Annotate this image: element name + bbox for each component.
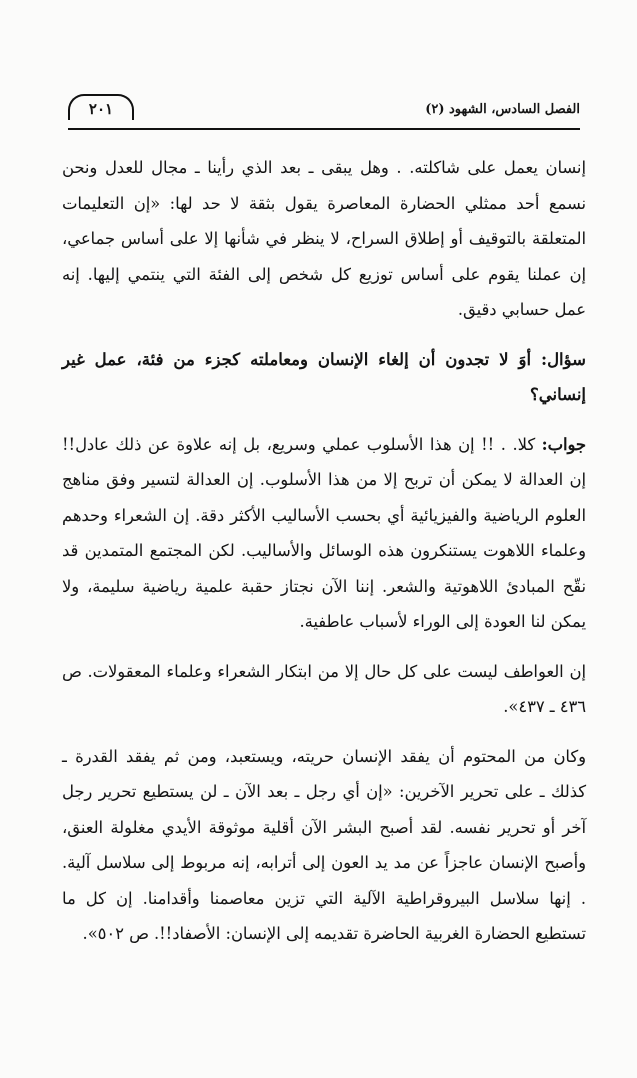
paragraph-emotions: إن العواطف ليست على كل حال إلا من ابتكار الشعراء وعلماء المعقولات. ص ٤٣٦ ـ ٤٣٧». xyxy=(62,661,586,716)
paragraph-closing: وكان من المحتوم أن يفقد الإنسان حريته، ويستعبد، ومن ثم يفقد القدرة ـ كذلك ـ على تحرير الآخرين: «إن أي رجل ـ بعد الآن ـ لن يستطيع تحرير رجل آخر أو تحرير نفسه. لقد أصبح البشر الآن أقلية موثوقة الأيدي مغلولة العنق، وأصبح الإنسان عاجزاً عن مد يد العون إلى أترابه، إنه مربوط إلى سلاسل آلية. . إنها سلاسل البيروقراطية الآلية التي تزين معاصمنا وأقدامنا. إن كل ما تستطيع الحضارة الغربية الحاضرة تقديمه إلى الإنسان: الأصفاد!!. ص ٥٠٢». xyxy=(62,746,586,943)
paragraph-opening: إنسان يعمل على شاكلته. . وهل يبقى ـ بعد الذي رأينا ـ مجال للعدل ونحن نسمع أحد ممثلي الحضارة المعاصرة يقول بثقة لا حد لها: «إن التعليمات المتعلقة بالتوقيف أو إطلاق السراح، لا ينظر في شأنها إلا على أساس جماعي، إن عملنا يقوم على أساس توزيع كل شخص إلى الفئة التي ينتمي إليها. إنه عمل حسابي دقيق. xyxy=(62,158,586,319)
running-title: الفصل السادس، الشهود (٢) xyxy=(425,102,580,117)
page-body xyxy=(62,150,586,952)
answer-text: كلا. . !! إن هذا الأسلوب عملي وسريع، بل إنه علاوة عن ذلك عادل!! إن العدالة لا يمكن أن تربح إلا من هذا الأسلوب. إن العدالة لتسير وفق مناهج العلوم الرياضية والفيزيائية أي بحسب الأساليب الأكثر دقة. إن الشعراء وحدهم وعلماء اللاهوت يستنكرون هذه الوسائل والأساليب. لكن المجتمع المتمدين قد نقّح المبادئ اللاهوتية والشعر. إننا الآن نجتاز حقبة علمية رياضية سليمة، ولا يمكن لنا العودة إلى الوراء لأسباب عاطفية. xyxy=(62,434,586,631)
answer-label: جواب: xyxy=(541,434,586,454)
page-number: ٢٠١ xyxy=(68,94,134,120)
page-header xyxy=(68,94,580,130)
answer-paragraph xyxy=(62,427,586,640)
question-paragraph: سؤال: أوَ لا تجدون أن إلغاء الإنسان ومعاملته كجزء من فئة، عمل غير إنساني؟ xyxy=(62,349,586,404)
